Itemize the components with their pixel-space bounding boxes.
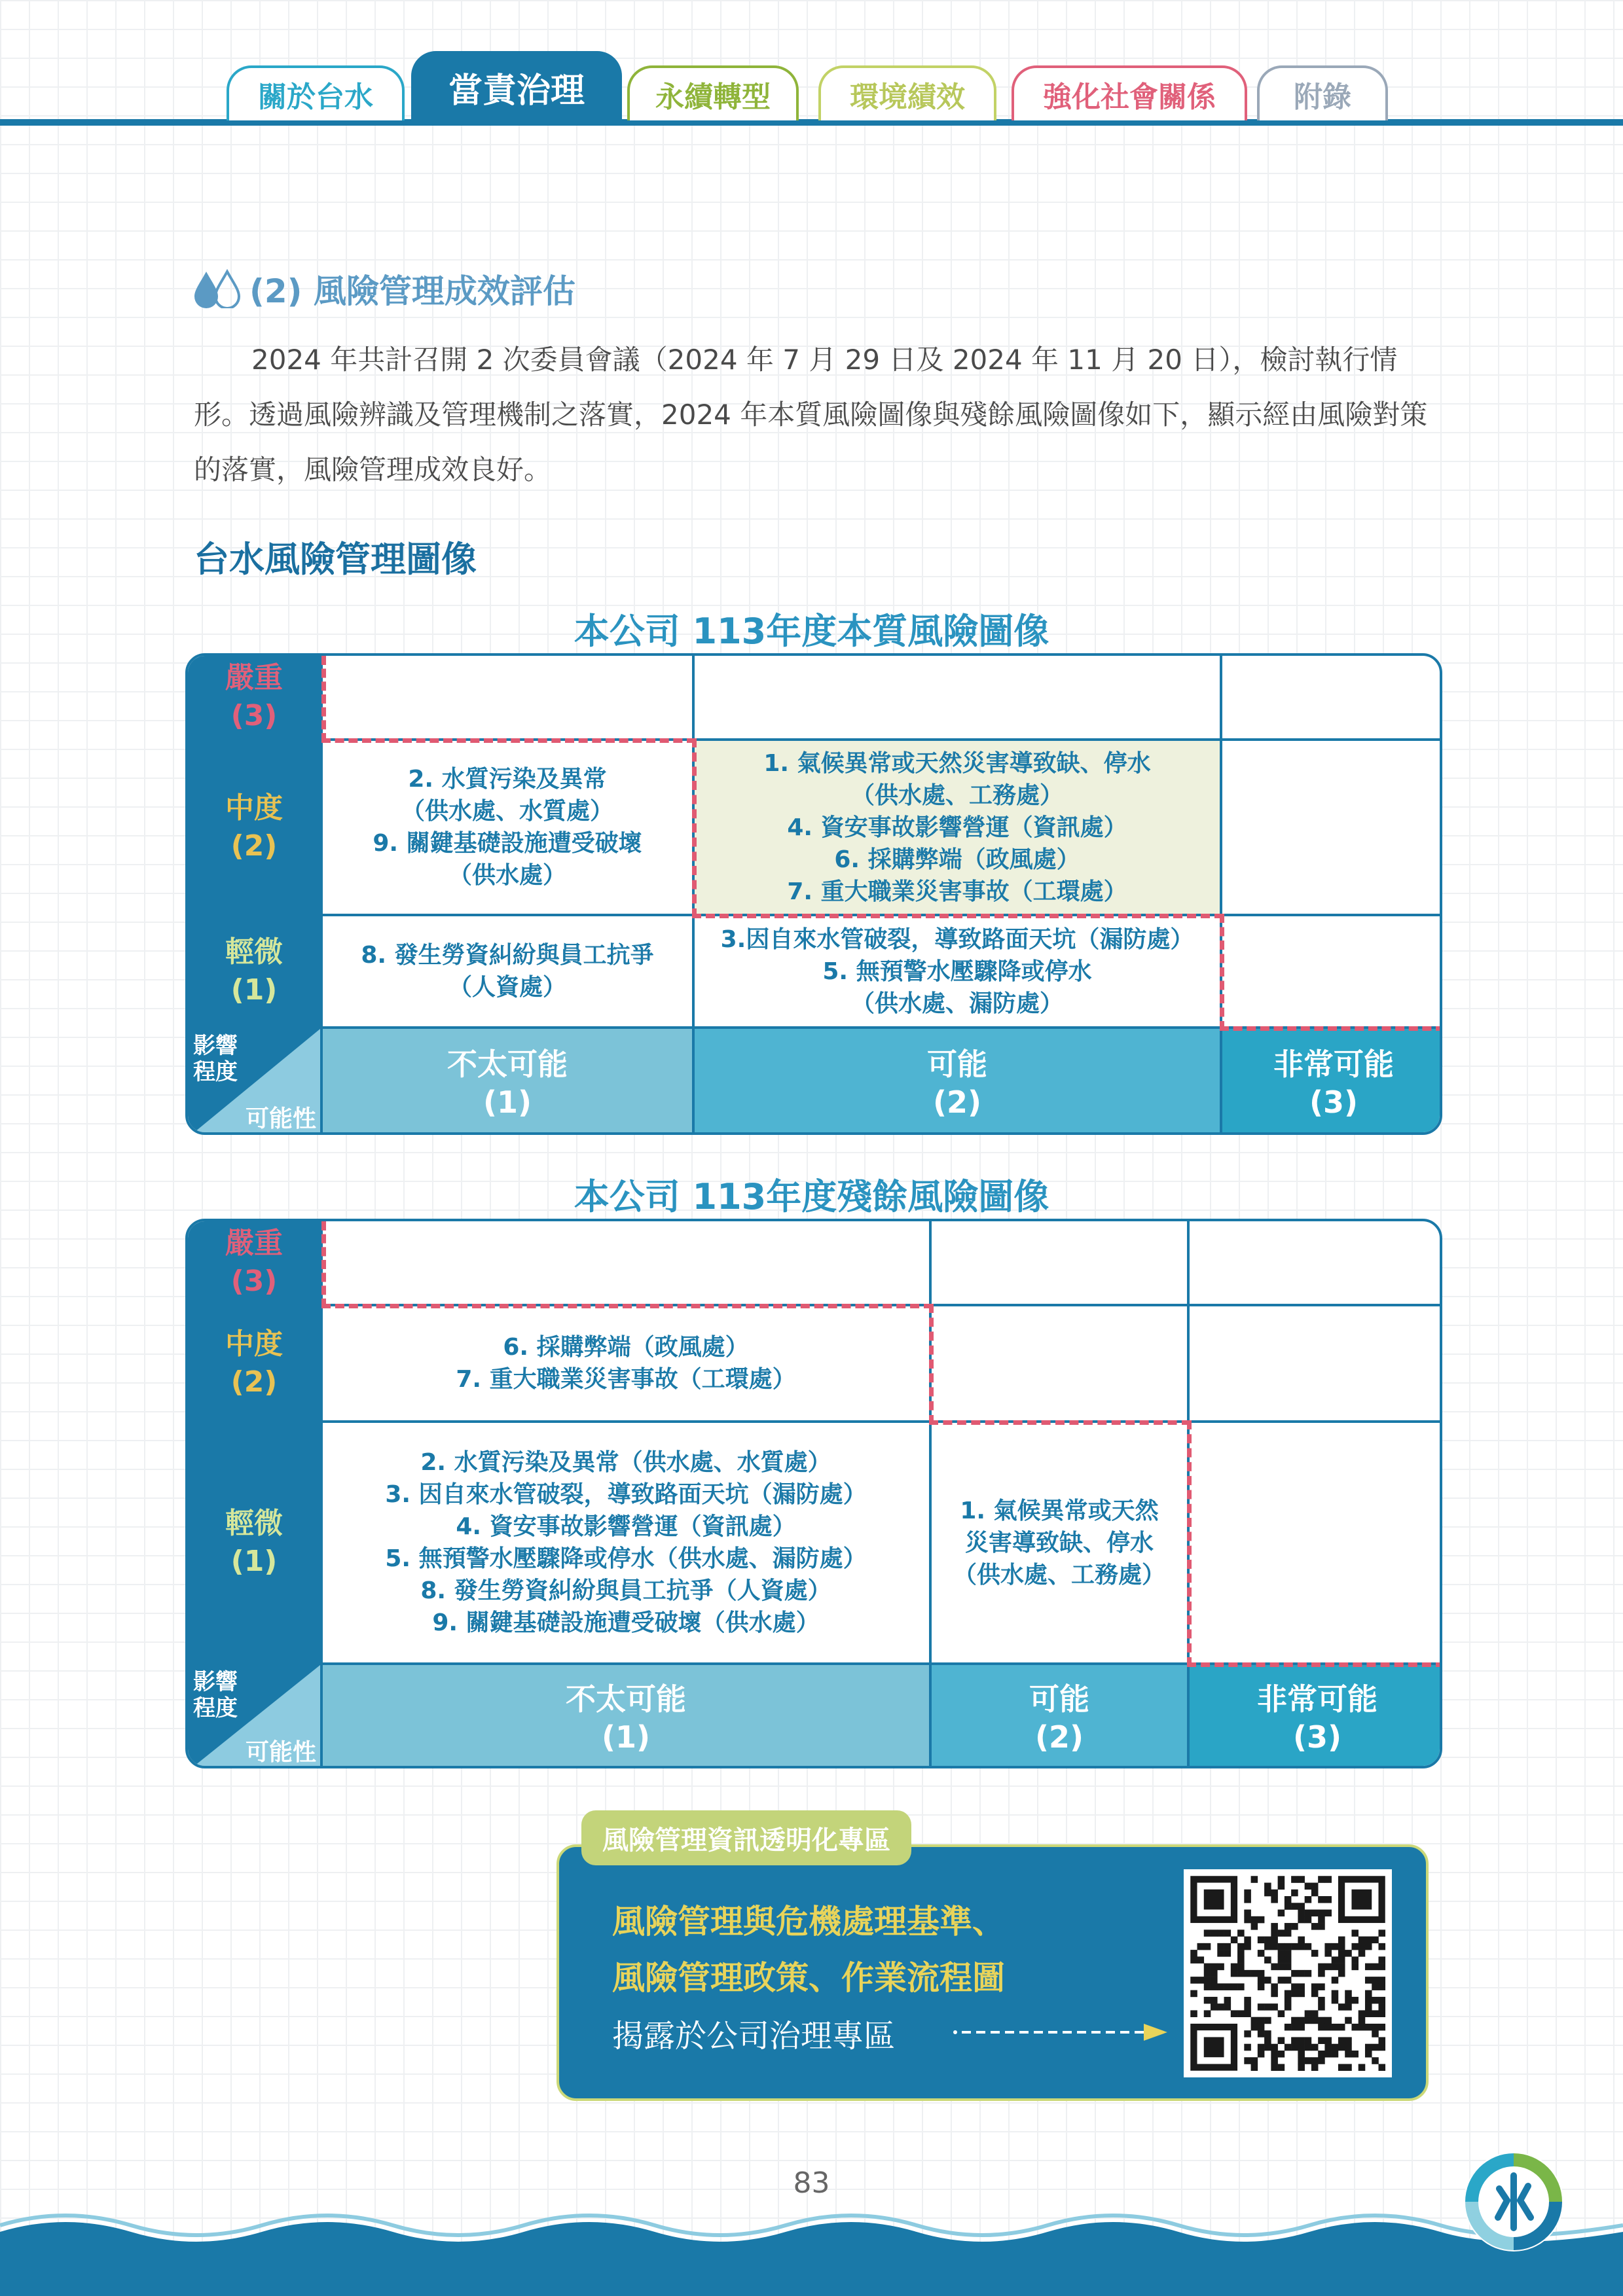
company-logo [1461,2149,1566,2254]
axis-corner: 影響 程度 可能性 [188,1665,323,1768]
body-paragraph [194,332,1431,497]
info-line-1: 風險管理與危機處理基準、 [612,1903,1005,1941]
risk-tolerance-line [321,1221,326,1308]
cell-severe-possible [695,656,1222,741]
cell-severe-unlikely [323,1221,932,1306]
tab-sustainability[interactable]: 永續轉型 [627,65,799,120]
cell-minor-possible: 1. 氣候異常或天然 災害導致缺、停水 （供水處、工務處） [932,1423,1190,1665]
inherent-matrix-title: 本公司 113年度本質風險圖像 [574,611,1049,652]
tab-environment[interactable]: 環境績效 [818,65,996,120]
likelihood-possible-label: 可能 (2) [695,1029,1222,1135]
tab-about[interactable]: 關於台水 [227,65,405,120]
likelihood-possible-label: 可能 (2) [932,1665,1190,1768]
risk-tolerance-line [321,1304,933,1308]
arrow-right-icon [953,2022,1169,2042]
impact-minor-label: 輕微 (1) [188,1423,323,1665]
cell-severe-verylikely [1190,1221,1442,1306]
likelihood-verylikely-label: 非常可能 (3) [1190,1665,1442,1768]
risk-tolerance-line [1187,1420,1192,1666]
cell-minor-verylikely [1190,1423,1442,1665]
tab-governance[interactable]: 當責治理 [411,51,622,120]
impact-severe-label: 嚴重 (3) [188,1221,323,1306]
axis-corner: 影響 程度 可能性 [188,1029,323,1135]
risk-tolerance-line [929,1304,934,1424]
risk-tolerance-line [1220,1026,1442,1031]
tab-social[interactable]: 強化社會關係 [1012,65,1247,120]
cell-severe-possible [932,1221,1190,1306]
risk-tolerance-line [321,738,696,743]
risk-tolerance-line [929,1420,1191,1425]
likelihood-verylikely-label: 非常可能 (3) [1222,1029,1442,1135]
water-drop-icon [193,269,240,308]
residual-matrix-title: 本公司 113年度殘餘風險圖像 [574,1176,1049,1217]
qr-code[interactable] [1184,1869,1392,2077]
cell-minor-unlikely: 8. 發生勞資糾紛與員工抗爭 （人資處） [323,916,695,1029]
cell-moderate-verylikely [1222,741,1442,916]
cell-severe-unlikely [323,656,695,741]
cell-moderate-possible: 1. 氣候異常或天然災害導致缺、停水 （供水處、工務處） 4. 資安事故影響營運（資訊處） 6. 採購弊端（政風處） 7. 重大職業災害事故（工環處） [695,741,1222,916]
cell-moderate-verylikely [1190,1306,1442,1423]
impact-minor-label: 輕微 (1) [188,916,323,1029]
cell-minor-possible: 3.因自來水管破裂，導致路面天坑（漏防處） 5. 無預警水壓驟降或停水 （供水處、漏防處） [695,916,1222,1029]
residual-risk-matrix [185,1219,1442,1768]
info-panel-tag: 風險管理資訊透明化專區 [581,1810,911,1865]
paragraph-text: 2024 年共計召開 2 次委員會議（2024 年 7 月 29 日及 2024 年 11 月 20 日），檢討執行情形。透過風險辨識及管理機制之落實，2024 年本質風險圖像與殘餘風險圖像如下，顯示經由風險對策的落實，風險管理成效良好。 [194,344,1428,486]
cell-minor-verylikely [1222,916,1442,1029]
risk-tolerance-line [321,656,326,742]
page-number: 83 [793,2166,830,2200]
likelihood-unlikely-label: 不太可能 (1) [323,1665,932,1768]
chapter-tabs [0,0,1623,131]
risk-tolerance-line [692,738,697,918]
cell-severe-verylikely [1222,656,1442,741]
figure-title: 台水風險管理圖像 [194,539,477,580]
impact-severe-label: 嚴重 (3) [188,656,323,741]
risk-tolerance-line [1187,1662,1442,1667]
cell-minor-unlikely: 2. 水質污染及異常（供水處、水質處） 3. 因自來水管破裂，導致路面天坑（漏防處） 4. 資安事故影響營運（資訊處） 5. 無預警水壓驟降或停水（供水處、漏防處） 8. 發生勞資糾紛與員工抗爭（人資處） 9. 關鍵基礎設施遭受破壞（供水處） [323,1423,932,1665]
risk-tolerance-line [1220,914,1224,1030]
cell-moderate-unlikely: 2. 水質污染及異常 （供水處、水質處） 9. 關鍵基礎設施遭受破壞 （供水處） [323,741,695,916]
qr-code-icon [1184,1869,1392,2077]
info-line-2: 風險管理政策、作業流程圖 [612,1959,1005,1997]
tab-appendix[interactable]: 附錄 [1257,65,1388,120]
risk-tolerance-line [692,914,1224,918]
inherent-risk-matrix [185,653,1442,1135]
section-heading [193,265,575,312]
cell-moderate-possible [932,1306,1190,1423]
info-line-3: 揭露於公司治理專區 [612,2018,896,2054]
section-title: (2) 風險管理成效評估 [249,272,575,310]
footer-wave [0,2206,1623,2296]
impact-moderate-label: 中度 (2) [188,1306,323,1423]
cell-moderate-unlikely: 6. 採購弊端（政風處） 7. 重大職業災害事故（工環處） [323,1306,932,1423]
likelihood-unlikely-label: 不太可能 (1) [323,1029,695,1135]
impact-moderate-label: 中度 (2) [188,741,323,916]
